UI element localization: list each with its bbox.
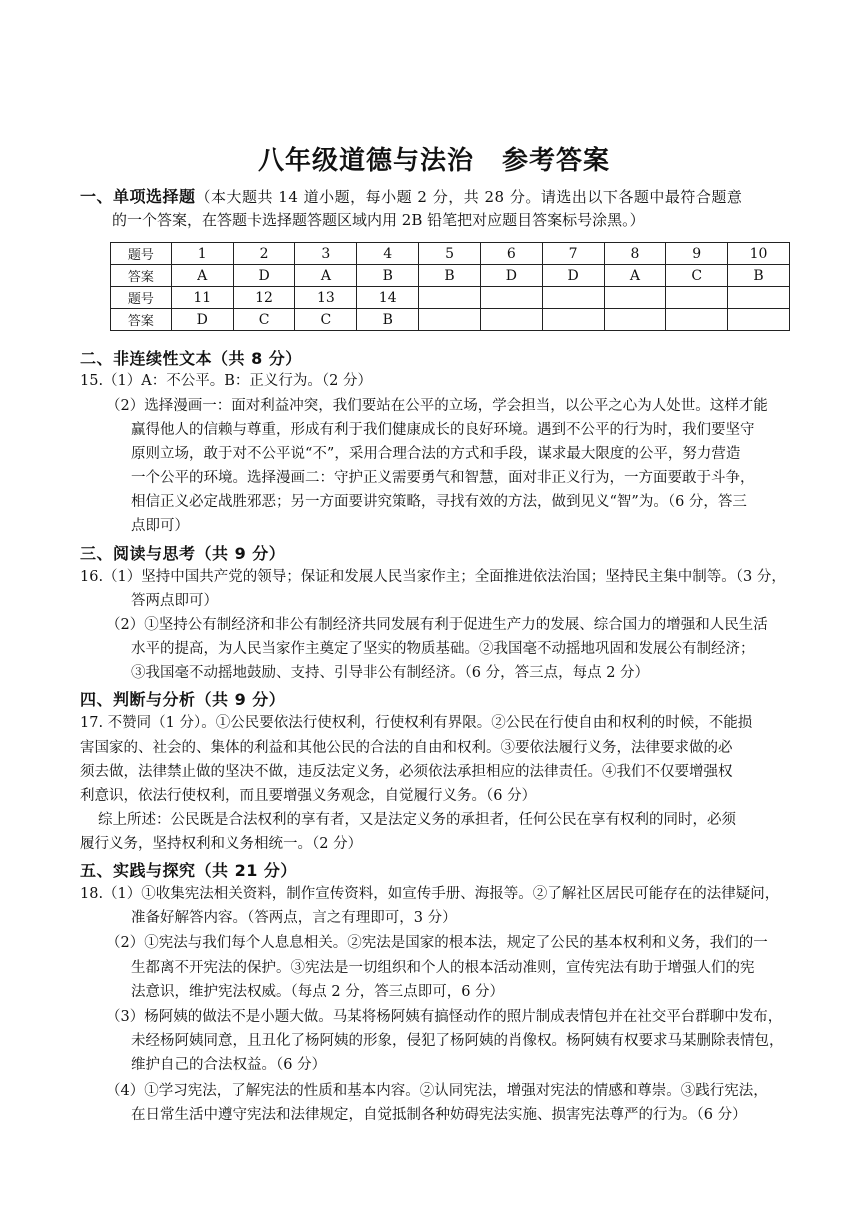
row-label-a: 答案 [111,309,172,331]
table-cell: 6 [480,243,542,265]
table-cell: C [233,309,295,331]
table-cell: 7 [542,243,604,265]
table-cell [480,309,542,331]
q15-part2-line: 点即可） [131,518,189,534]
table-cell [666,287,728,309]
table-cell [542,287,604,309]
q17-line: 须去做，法律禁止做的坚决不做，违反法定义务，必须依法承担相应的法律责任。④我们不仅要增强权 [80,764,733,780]
q15-part2-line: 相信正义必定战胜邪恶；另一方面要讲究策略，寻找有效的方法，做到见义“智”为。（6 分，答三 [131,494,747,510]
q18-part2-line: 生都离不开宪法的保护。③宪法是一切组织和个人的根本活动准则，宣传宪法有助于增强人们的宪 [131,960,755,976]
table-cell: A [295,265,357,287]
table-row-q2 [111,287,790,309]
table-cell: 3 [295,243,357,265]
table-cell: B [357,309,419,331]
table-row-a1 [111,265,790,287]
table-cell: A [171,265,233,287]
q18-part3-line: （3）杨阿姨的做法不是小题大做。马某将杨阿姨有搞怪动作的照片制成表情包并在社交平台群聊中发布， [106,1009,783,1025]
table-row-a2 [111,309,790,331]
q18-part3-line: 维护自己的合法权益。（6 分） [131,1057,327,1073]
table-cell: 2 [233,243,295,265]
q18-part2-line: （2）①宪法与我们每个人息息相关。②宪法是国家的根本法，规定了公民的基本权利和义务，我们的一 [106,935,768,951]
title-sub: 参考答案 [502,146,611,176]
q15-part2-line: 原则立场，敢于对不公平说“不”，采用合理合法的方式和手段，谋求最大限度的公平，努力营造 [131,446,741,462]
table-cell: A [604,265,666,287]
table-cell: 11 [171,287,233,309]
table-cell: D [233,265,295,287]
table-cell: 12 [233,287,295,309]
table-cell: C [666,265,728,287]
table-cell: 8 [604,243,666,265]
table-cell [419,287,481,309]
section2-heading: 二、非连续性文本（共 8 分） [80,349,302,368]
q16-part2-line: 水平的提高，为人民当家作主奠定了坚实的物质基础。②我国毫不动摇地巩固和发展公有制经济； [131,641,755,657]
q15-part1: 15.（1）A：不公平。B：正义行为。（2 分） [80,373,372,389]
section3-heading: 三、阅读与思考（共 9 分） [80,544,286,563]
q17-line: 履行义务，坚持权利和义务相统一。（2 分） [80,836,363,852]
table-cell: B [357,265,419,287]
section5-heading: 五、实践与探究（共 21 分） [80,861,297,880]
table-cell [419,309,481,331]
q16-part2-line: ③我国毫不动摇地鼓励、支持、引导非公有制经济。（6 分，答三点，每点 2 分） [131,665,650,681]
table-cell: 5 [419,243,481,265]
table-cell [542,309,604,331]
table-cell [728,287,790,309]
table-cell: 1 [171,243,233,265]
q17-line: 综上所述：公民既是合法权利的享有者，又是法定义务的承担者，任何公民在享有权利的同时，必须 [98,812,736,828]
q18-part2-line: 法意识，维护宪法权威。（每点 2 分，答三点即可，6 分） [131,984,505,1000]
section1-title: 一、单项选择题 [80,187,196,206]
q16-part1-line: 16.（1）坚持中国共产党的领导；保证和发展人民当家作主；全面推进依法治国；坚持民主集中制等。（3 分， [80,569,786,585]
table-cell: 4 [357,243,419,265]
table-cell: D [542,265,604,287]
table-cell: D [171,309,233,331]
title-main: 八年级道德与法治 [257,146,474,176]
q18-part1-line: 准备好解答内容。（答两点，言之有理即可，3 分） [131,910,457,926]
page-title [0,140,868,177]
section1-heading [80,184,742,207]
q18-part4-line: 在日常生活中遵守宪法和法律规定，自觉抵制各种妨碍宪法实施、损害宪法尊严的行为。（6 分） [131,1107,747,1123]
q15-part2-line: 赢得他人的信赖与尊重，形成有利于我们健康成长的良好环境。遇到不公平的行为时，我们要坚守 [131,422,755,438]
section1-desc-line1: （本大题共 14 道小题，每小题 2 分，共 28 分。请选出以下各题中最符合题意 [195,188,743,206]
q18-part1-line: 18.（1）①收集宪法相关资料，制作宣传资料，如宣传手册、海报等。②了解社区居民可能存在的法律疑问， [80,886,780,902]
q18-part3-line: 未经杨阿姨同意，且丑化了杨阿姨的形象，侵犯了杨阿姨的肖像权。杨阿姨有权要求马某删除表情包， [131,1033,784,1049]
table-cell: B [419,265,481,287]
section1-desc-line2: 的一个答案，在答题卡选择题答题区域内用 2B 铅笔把对应题目答案标号涂黑。） [112,211,645,229]
q17-line: 害国家的、社会的、集体的利益和其他公民的合法的自由和权利。③要依法履行义务，法律要求做的必 [80,740,733,756]
q15-part2-line: 一个公平的环境。选择漫画二：守护正义需要勇气和智慧，面对非正义行为，一方面要敢于斗争， [131,470,755,486]
table-cell: C [295,309,357,331]
table-cell: 14 [357,287,419,309]
table-cell [480,287,542,309]
table-cell [666,309,728,331]
q18-part4-line: （4）①学习宪法，了解宪法的性质和基本内容。②认同宪法，增强对宪法的情感和尊崇。③践行宪法， [106,1083,768,1099]
q16-part2-line: （2）①坚持公有制经济和非公有制经济共同发展有利于促进生产力的发展、综合国力的增强和人民生活 [106,617,768,633]
row-label-q: 题号 [111,287,172,309]
q16-part1-line: 答两点即可） [131,593,218,609]
answer-table [110,242,790,331]
row-label-q: 题号 [111,243,172,265]
table-cell [604,287,666,309]
row-label-a: 答案 [111,265,172,287]
table-cell [604,309,666,331]
table-row-q1 [111,243,790,265]
table-cell: D [480,265,542,287]
table-cell: 9 [666,243,728,265]
table-cell: B [728,265,790,287]
table-cell: 10 [728,243,790,265]
q15-part2-line: （2）选择漫画一：面对利益冲突，我们要站在公平的立场，学会担当，以公平之心为人处世。这样才能 [106,398,768,414]
table-cell [728,309,790,331]
section4-heading: 四、判断与分析（共 9 分） [80,690,286,709]
q17-line: 17. 不赞同（1 分）。①公民要依法行使权利，行使权利有界限。②公民在行使自由和权利的时候，不能损 [80,715,753,731]
q17-line: 利意识，依法行使权利，而且要增强义务观念，自觉履行义务。（6 分） [80,788,537,804]
table-cell: 13 [295,287,357,309]
